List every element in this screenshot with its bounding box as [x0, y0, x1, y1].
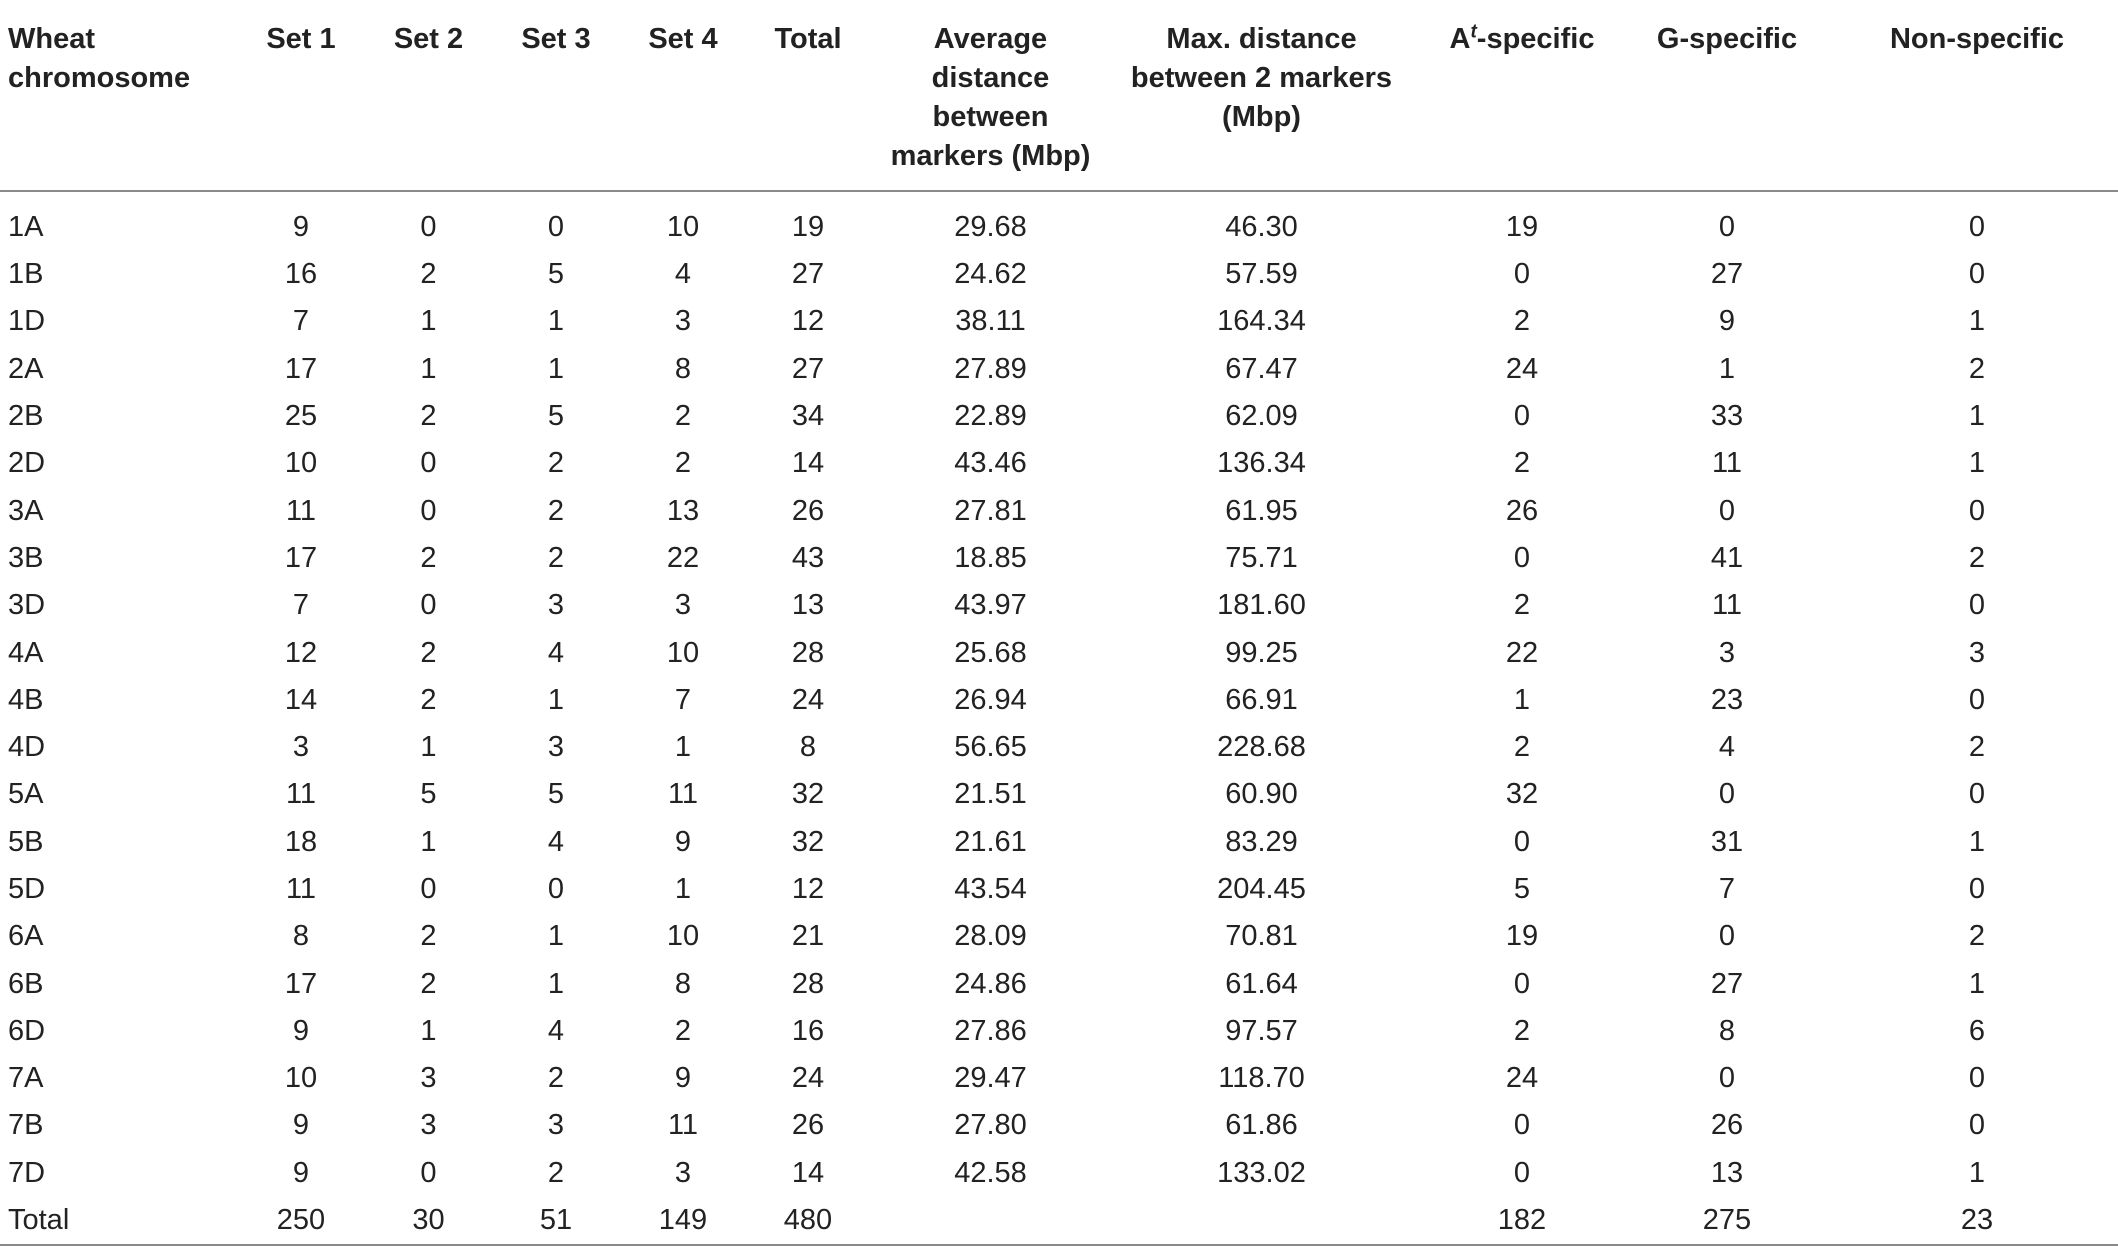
cell-total: 24 — [791, 683, 825, 716]
cell-max-distance: 46.30 — [1225, 211, 1298, 243]
cell-at-specific: 2 — [1513, 731, 1531, 764]
cell-g-specific: 0 — [1718, 920, 1736, 953]
cell-max-distance: 118.70 — [1218, 1062, 1305, 1095]
cell-at-specific: 32 — [1505, 778, 1539, 811]
table-row — [0, 298, 2118, 345]
cell-average-distance: 29.68 — [954, 211, 1027, 243]
cell-set-2: 2 — [420, 683, 437, 716]
cell-average-distance: 26.94 — [954, 683, 1027, 716]
cell-set-2: 0 — [420, 211, 437, 243]
cell-max-distance: 60.90 — [1225, 778, 1298, 811]
cell-g-specific: 0 — [1718, 494, 1736, 527]
cell-set-2: 2 — [420, 258, 437, 291]
cell-non-specific: 1 — [1968, 825, 1986, 858]
cell-set-2: 3 — [420, 1062, 437, 1095]
table-row — [0, 819, 2118, 866]
cell-set-3: 2 — [547, 1062, 565, 1095]
cell-set-4: 10 — [666, 636, 700, 669]
cell-set-2: 2 — [420, 541, 437, 574]
cell-at-specific: 182 — [1412, 1197, 1632, 1245]
cell-g-specific: 4 — [1718, 731, 1736, 764]
cell-average-distance: 21.61 — [954, 825, 1027, 858]
table-row — [0, 1055, 2118, 1102]
table-row — [0, 1102, 2118, 1149]
cell-max-distance: 133.02 — [1217, 1156, 1306, 1189]
header-set-4: Set 4 — [620, 0, 746, 191]
cell-max-distance: 136.34 — [1217, 447, 1306, 480]
cell-max-distance: 61.86 — [1225, 1109, 1298, 1142]
cell-set-2: 0 — [420, 589, 437, 622]
cell-set-4: 13 — [666, 494, 700, 527]
header-at-base: A — [1449, 23, 1471, 55]
cell-total: 27 — [791, 258, 825, 291]
cell-set-3: 1 — [547, 683, 565, 716]
cell-set-2: 2 — [420, 636, 437, 669]
cell-max-distance: 83.29 — [1225, 825, 1298, 858]
cell-chromosome: 6B — [8, 967, 44, 1000]
cell-set-4: 9 — [674, 825, 692, 858]
cell-non-specific: 0 — [1968, 1062, 1986, 1095]
cell-non-specific: 6 — [1968, 1014, 1986, 1047]
cell-set-1: 9 — [292, 211, 310, 243]
cell-chromosome: 3D — [8, 589, 46, 622]
cell-set-3: 1 — [547, 967, 565, 1000]
cell-total: 13 — [791, 589, 825, 622]
cell-g-specific: 33 — [1710, 400, 1744, 433]
cell-at-specific: 0 — [1513, 400, 1531, 433]
table-header — [0, 0, 2118, 191]
cell-at-specific: 2 — [1513, 1014, 1531, 1047]
cell-average-distance: 27.86 — [954, 1014, 1027, 1047]
header-at-suffix: -specific — [1476, 23, 1595, 55]
cell-non-specific: 0 — [1968, 683, 1986, 716]
header-set-1: Set 1 — [237, 0, 365, 191]
cell-chromosome: 1A — [8, 211, 44, 243]
cell-average-distance: 22.89 — [954, 400, 1027, 433]
cell-g-specific: 0 — [1718, 778, 1736, 811]
table-row — [0, 346, 2118, 393]
cell-at-specific: 22 — [1505, 636, 1539, 669]
cell-set-2: 0 — [420, 873, 437, 905]
header-at-superscript: t — [1470, 21, 1477, 43]
cell-total: 8 — [799, 731, 817, 764]
cell-set-1: 11 — [285, 494, 317, 527]
cell-set-4: 2 — [674, 400, 692, 433]
cell-non-specific: 0 — [1968, 258, 1986, 291]
cell-set-1: 17 — [284, 352, 318, 385]
cell-set-1: 8 — [292, 920, 310, 953]
cell-max-distance: 181.60 — [1217, 589, 1306, 622]
cell-non-specific: 0 — [1968, 589, 1986, 622]
cell-max-distance: 97.57 — [1225, 1014, 1298, 1047]
header-g-specific: G-specific — [1632, 0, 1822, 191]
cell-set-3: 2 — [547, 494, 565, 527]
cell-non-specific: 1 — [1968, 1156, 1986, 1189]
cell-at-specific: 5 — [1513, 873, 1531, 905]
cell-set-3: 3 — [547, 589, 565, 622]
cell-g-specific: 3 — [1718, 636, 1736, 669]
cell-set-3: 5 — [547, 258, 565, 291]
cell-at-specific: 0 — [1513, 1109, 1531, 1142]
cell-g-specific: 13 — [1710, 1156, 1744, 1189]
cell-non-specific: 3 — [1968, 636, 1986, 669]
cell-set-2: 1 — [420, 731, 437, 764]
cell-set-3: 3 — [547, 1109, 565, 1142]
cell-set-2: 0 — [420, 1156, 437, 1189]
cell-set-4: 11 — [667, 1109, 699, 1142]
table-row — [0, 191, 2118, 251]
cell-g-specific: 26 — [1710, 1109, 1744, 1142]
cell-set-1: 12 — [284, 636, 318, 669]
cell-total: 32 — [791, 778, 825, 811]
cell-set-1: 9 — [292, 1014, 310, 1047]
cell-set-2: 2 — [420, 920, 437, 953]
cell-set-3: 1 — [547, 920, 565, 953]
table-row — [0, 251, 2118, 298]
cell-set-1: 10 — [284, 1062, 318, 1095]
cell-at-specific: 0 — [1513, 825, 1531, 858]
cell-set-2: 1 — [420, 352, 437, 385]
cell-set-1: 7 — [292, 589, 310, 622]
cell-set-4: 2 — [674, 1014, 692, 1047]
cell-non-specific: 0 — [1968, 494, 1986, 527]
table-row — [0, 724, 2118, 771]
cell-average-distance — [870, 1197, 1111, 1245]
cell-non-specific: 0 — [1968, 873, 1986, 905]
table-row — [0, 535, 2118, 582]
cell-average-distance: 28.09 — [954, 920, 1027, 953]
header-non-specific: Non-specific — [1822, 0, 2118, 191]
cell-total: 28 — [791, 636, 825, 669]
cell-set-3: 2 — [547, 447, 565, 480]
table-row — [0, 771, 2118, 818]
cell-set-4: 11 — [667, 778, 699, 811]
cell-g-specific: 31 — [1710, 825, 1744, 858]
cell-set-4: 22 — [666, 541, 700, 574]
cell-set-4: 2 — [674, 447, 692, 480]
cell-max-distance: 62.09 — [1225, 400, 1298, 433]
cell-g-specific: 275 — [1632, 1197, 1822, 1245]
cell-max-distance: 67.47 — [1225, 352, 1298, 385]
cell-set-4: 8 — [674, 352, 692, 385]
table-row — [0, 1008, 2118, 1055]
table-row — [0, 866, 2118, 913]
cell-chromosome: 2B — [8, 400, 44, 433]
table-row — [0, 487, 2118, 534]
cell-chromosome: 6A — [8, 920, 44, 953]
cell-chromosome: 3A — [8, 494, 44, 527]
cell-set-4: 9 — [674, 1062, 692, 1095]
cell-set-2: 3 — [420, 1109, 437, 1142]
cell-total: 28 — [791, 967, 825, 1000]
cell-chromosome: 6D — [8, 1014, 46, 1047]
cell-set-3: 2 — [547, 1156, 565, 1189]
cell-set-2: 1 — [420, 1014, 437, 1047]
cell-non-specific: 2 — [1968, 920, 1986, 953]
cell-total: 12 — [791, 873, 825, 905]
cell-set-1: 9 — [292, 1156, 310, 1189]
cell-set-2: 1 — [420, 825, 437, 858]
cell-total: 12 — [791, 305, 825, 338]
cell-max-distance: 61.95 — [1225, 494, 1298, 527]
cell-non-specific: 0 — [1968, 778, 1986, 811]
cell-max-distance: 164.34 — [1217, 305, 1306, 338]
cell-non-specific: 0 — [1968, 211, 1986, 243]
cell-g-specific: 7 — [1718, 873, 1736, 905]
cell-non-specific: 2 — [1968, 731, 1986, 764]
cell-non-specific: 2 — [1968, 352, 1986, 385]
cell-chromosome: 1B — [8, 258, 44, 291]
cell-average-distance: 21.51 — [954, 778, 1027, 811]
cell-chromosome: 4D — [8, 731, 46, 764]
header-set-3: Set 3 — [492, 0, 620, 191]
cell-non-specific: 1 — [1968, 305, 1986, 338]
cell-average-distance: 27.81 — [954, 494, 1027, 527]
cell-set-4: 149 — [620, 1197, 746, 1245]
cell-average-distance: 43.97 — [954, 589, 1027, 622]
table-row — [0, 1150, 2118, 1197]
cell-at-specific: 26 — [1505, 494, 1539, 527]
cell-average-distance: 24.62 — [954, 258, 1027, 291]
cell-non-specific: 1 — [1968, 400, 1986, 433]
table-total-row — [0, 1197, 2118, 1245]
cell-non-specific: 1 — [1968, 447, 1986, 480]
cell-set-4: 7 — [674, 683, 692, 716]
cell-set-1: 14 — [284, 683, 318, 716]
table-row — [0, 913, 2118, 960]
cell-at-specific: 0 — [1513, 1156, 1531, 1189]
cell-max-distance: 61.64 — [1225, 967, 1298, 1000]
cell-max-distance: 99.25 — [1225, 636, 1298, 669]
cell-set-3: 1 — [547, 305, 565, 338]
cell-set-3: 1 — [547, 352, 565, 385]
cell-set-2: 2 — [420, 967, 437, 1000]
cell-average-distance: 43.46 — [954, 447, 1027, 480]
cell-chromosome: 5A — [8, 778, 44, 811]
cell-average-distance: 56.65 — [954, 731, 1027, 764]
cell-chromosome: 4B — [8, 683, 44, 716]
cell-set-4: 10 — [666, 920, 700, 953]
cell-average-distance: 43.54 — [954, 873, 1027, 905]
cell-total: 27 — [791, 352, 825, 385]
cell-total: 43 — [791, 541, 825, 574]
cell-total: 14 — [791, 447, 825, 480]
header-at-specific — [1412, 0, 1632, 191]
cell-non-specific: 23 — [1822, 1197, 2118, 1245]
cell-g-specific: 1 — [1718, 352, 1736, 385]
cell-g-specific: 27 — [1710, 967, 1744, 1000]
cell-chromosome: 5B — [8, 825, 44, 858]
cell-chromosome: 4A — [8, 636, 44, 669]
cell-g-specific: 0 — [1718, 211, 1736, 243]
cell-total: 24 — [791, 1062, 825, 1095]
cell-average-distance: 27.89 — [954, 352, 1027, 385]
header-average-distance: Average distance between markers (Mbp) — [870, 0, 1111, 191]
header-max-distance: Max. distance between 2 markers (Mbp) — [1111, 0, 1412, 191]
cell-at-specific: 24 — [1505, 352, 1539, 385]
cell-max-distance: 66.91 — [1225, 683, 1298, 716]
cell-total: 480 — [746, 1197, 870, 1245]
cell-average-distance: 38.11 — [955, 305, 1026, 338]
cell-chromosome: 3B — [8, 541, 44, 574]
table-row — [0, 677, 2118, 724]
cell-set-3: 2 — [547, 541, 565, 574]
cell-at-specific: 19 — [1505, 920, 1539, 953]
cell-set-1: 10 — [284, 447, 318, 480]
table-body — [0, 191, 2118, 1245]
cell-total: 26 — [791, 494, 825, 527]
cell-chromosome: 7D — [8, 1156, 46, 1189]
cell-chromosome: 7B — [8, 1109, 44, 1142]
cell-at-specific: 1 — [1513, 683, 1531, 716]
cell-total: 19 — [791, 211, 825, 243]
cell-max-distance: 70.81 — [1225, 920, 1298, 953]
cell-chromosome: 2D — [8, 447, 46, 480]
table-row — [0, 629, 2118, 676]
cell-set-4: 1 — [674, 731, 692, 764]
table-row — [0, 960, 2118, 1007]
cell-set-4: 3 — [674, 1156, 692, 1189]
cell-non-specific: 1 — [1968, 967, 1986, 1000]
cell-set-1: 11 — [285, 778, 317, 811]
cell-set-1: 16 — [284, 258, 318, 291]
cell-total: 14 — [791, 1156, 825, 1189]
cell-set-1: 7 — [292, 305, 310, 338]
cell-at-specific: 2 — [1513, 589, 1531, 622]
cell-set-4: 3 — [674, 589, 692, 622]
table-row — [0, 393, 2118, 440]
cell-set-1: 9 — [292, 1109, 310, 1142]
cell-set-1: 17 — [284, 967, 318, 1000]
cell-total: 34 — [791, 400, 825, 433]
cell-chromosome: 5D — [8, 873, 46, 905]
cell-g-specific: 41 — [1710, 541, 1744, 574]
cell-set-2: 1 — [420, 305, 437, 338]
cell-g-specific: 8 — [1718, 1014, 1736, 1047]
table-row — [0, 582, 2118, 629]
cell-set-3: 3 — [547, 731, 565, 764]
cell-at-specific: 19 — [1505, 211, 1539, 243]
cell-max-distance: 228.68 — [1217, 731, 1306, 764]
cell-set-2: 0 — [420, 494, 437, 527]
cell-set-1: 18 — [284, 825, 318, 858]
cell-set-1: 250 — [237, 1197, 365, 1245]
cell-non-specific: 2 — [1968, 541, 1986, 574]
cell-max-distance: 57.59 — [1225, 258, 1298, 291]
cell-average-distance: 42.58 — [954, 1156, 1027, 1189]
cell-set-2: 5 — [420, 778, 437, 811]
cell-g-specific: 11 — [1711, 589, 1743, 622]
cell-average-distance: 27.80 — [954, 1109, 1027, 1142]
cell-average-distance: 29.47 — [954, 1062, 1027, 1095]
cell-set-2: 2 — [420, 400, 437, 433]
cell-total: 32 — [791, 825, 825, 858]
cell-average-distance: 25.68 — [954, 636, 1027, 669]
cell-set-3: 4 — [547, 636, 565, 669]
cell-average-distance: 18.85 — [954, 541, 1027, 574]
cell-at-specific: 0 — [1513, 258, 1531, 291]
cell-total: 26 — [791, 1109, 825, 1142]
cell-set-1: 25 — [284, 400, 318, 433]
cell-set-3: 5 — [547, 778, 565, 811]
cell-at-specific: 0 — [1513, 541, 1531, 574]
cell-g-specific: 27 — [1710, 258, 1744, 291]
cell-set-4: 1 — [674, 873, 692, 905]
cell-set-2: 30 — [365, 1197, 492, 1245]
cell-g-specific: 0 — [1718, 1062, 1736, 1095]
cell-at-specific: 24 — [1505, 1062, 1539, 1095]
cell-average-distance: 24.86 — [954, 967, 1027, 1000]
cell-set-3: 51 — [492, 1197, 620, 1245]
cell-chromosome: 1D — [8, 305, 46, 338]
cell-set-1: 11 — [285, 873, 317, 905]
cell-set-1: 17 — [284, 541, 318, 574]
cell-non-specific: 0 — [1968, 1109, 1986, 1142]
cell-total: 16 — [791, 1014, 825, 1047]
cell-g-specific: 11 — [1711, 447, 1743, 480]
cell-chromosome: 2A — [8, 352, 44, 385]
cell-set-3: 0 — [547, 873, 565, 905]
cell-set-4: 3 — [674, 305, 692, 338]
cell-set-4: 4 — [674, 258, 692, 291]
cell-set-3: 4 — [547, 1014, 565, 1047]
cell-set-4: 10 — [666, 211, 700, 243]
table-row — [0, 440, 2118, 487]
cell-set-3: 4 — [547, 825, 565, 858]
cell-at-specific: 2 — [1513, 305, 1531, 338]
cell-set-2: 0 — [420, 447, 437, 480]
cell-max-distance: 75.71 — [1225, 541, 1298, 574]
cell-max-distance: 204.45 — [1217, 873, 1306, 905]
cell-chromosome: Total — [0, 1197, 237, 1245]
cell-set-4: 8 — [674, 967, 692, 1000]
cell-total: 21 — [791, 920, 825, 953]
cell-at-specific: 2 — [1513, 447, 1531, 480]
cell-g-specific: 23 — [1710, 683, 1744, 716]
cell-set-3: 0 — [547, 211, 565, 243]
cell-set-1: 3 — [292, 731, 310, 764]
header-set-2: Set 2 — [365, 0, 492, 191]
cell-max-distance — [1111, 1197, 1412, 1245]
cell-chromosome: 7A — [8, 1062, 44, 1095]
cell-set-3: 5 — [547, 400, 565, 433]
cell-at-specific: 0 — [1513, 967, 1531, 1000]
header-chromosome: Wheat chromosome — [0, 0, 237, 191]
header-row — [0, 0, 2118, 191]
cell-g-specific: 9 — [1718, 305, 1736, 338]
header-total: Total — [746, 0, 870, 191]
